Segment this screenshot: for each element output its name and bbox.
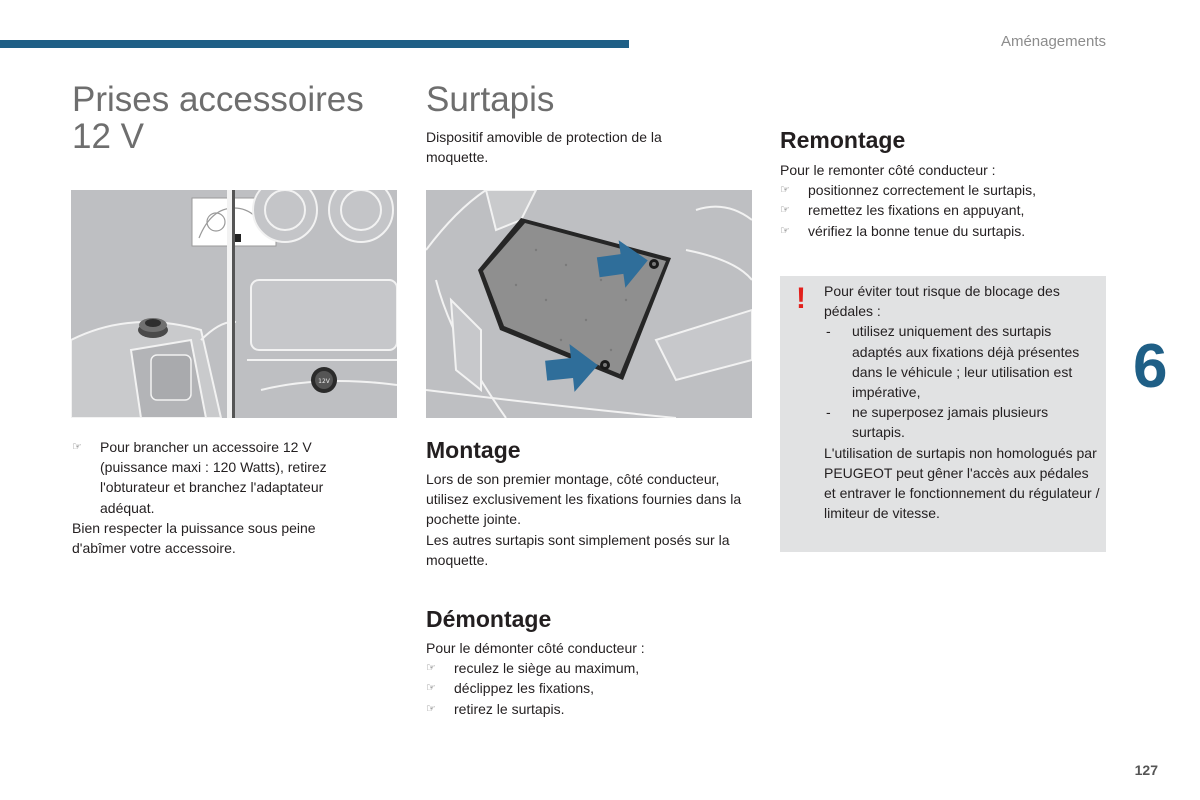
demontage-bullet-1 [426, 658, 756, 678]
socket-illustration [71, 190, 397, 418]
warning-exclamation-icon: ! [796, 282, 806, 315]
remontage-bullet-text: remettez les fixations en appuyant, [808, 202, 1025, 219]
prises-bullet-text: Pour brancher un accessoire 12 V (puissance maxi : 120 Watts), retirez l'obturateur et branchez l'adaptateur adéquat. [100, 439, 327, 516]
floor-mat-drawing [426, 190, 752, 418]
remontage-bullet-2 [780, 200, 1110, 220]
chapter-number: 6 [1133, 332, 1168, 401]
montage-text [426, 469, 756, 570]
prises-title-line2: 12 V [72, 117, 144, 156]
pointing-hand-icon: ☞ [780, 204, 790, 217]
pointing-hand-icon: ☞ [780, 184, 790, 197]
prises-text [72, 437, 362, 558]
pointing-hand-icon: ☞ [426, 662, 436, 675]
prises-note: Bien respecter la puissance sous peine d'abîmer votre accessoire. [72, 519, 316, 557]
warning-outro: L'utilisation de surtapis non homologués par PEUGEOT peut gêner l'accès aux pédales et entraver le fonctionnement du régulateur / limiteur de vitesse. [824, 444, 1100, 522]
montage-heading: Montage [426, 437, 521, 463]
pointing-hand-icon: ☞ [72, 441, 82, 453]
remontage-bullet-3 [780, 221, 1110, 241]
page-number: 127 [1134, 762, 1158, 778]
remontage-bullet-text: positionnez correctement le surtapis, [808, 182, 1036, 199]
pointing-hand-icon: ☞ [780, 224, 790, 237]
warning-item-text: ne superposez jamais plusieurs surtapis. [852, 404, 1049, 441]
surtapis-intro: Dispositif amovible de protection de la moquette. [426, 129, 662, 166]
section-label: Aménagements [1000, 33, 1106, 50]
dash-marker: - [826, 404, 831, 421]
demontage-bullet-text: retirez le surtapis. [454, 700, 565, 717]
demontage-bullet-text: déclippez les fixations, [454, 680, 595, 697]
remontage-bullet-1 [780, 180, 1110, 200]
pointing-hand-icon: ☞ [426, 702, 436, 715]
prises-title [72, 81, 402, 155]
header-rule [0, 40, 629, 48]
prises-bullet [72, 437, 362, 518]
remontage-intro: Pour le remonter côté conducteur : [780, 162, 996, 178]
warning-panel [780, 276, 1106, 552]
demontage-bullet-3 [426, 699, 756, 719]
demontage-intro: Pour le démonter côté conducteur : [426, 640, 645, 656]
prises-title-line1: Prises accessoires [72, 80, 364, 119]
warning-item-1 [824, 321, 1100, 402]
demontage-bullet-2 [426, 678, 756, 698]
socket-drawing [71, 190, 397, 418]
remontage-bullet-text: vérifiez la bonne tenue du surtapis. [808, 222, 1026, 239]
montage-text-1: Lors de son premier montage, côté conducteur, utilisez exclusivement les fixations fournies dans la pochette jointe. [426, 471, 742, 528]
warning-item-text: utilisez uniquement des surtapis adaptés aux fixations déjà présentes dans le véhicule ; leur utilisation est impérative, [852, 323, 1080, 401]
pointing-hand-icon: ☞ [426, 682, 436, 695]
remontage-heading: Remontage [780, 127, 906, 153]
demontage-bullet-text: reculez le siège au maximum, [454, 660, 640, 677]
floor-mat-illustration [426, 190, 752, 418]
remontage-text [780, 160, 1110, 241]
warning-content [824, 281, 1100, 523]
warning-item-2 [824, 402, 1100, 442]
warning-intro: Pour éviter tout risque de blocage des pédales : [824, 283, 1060, 320]
montage-text-2: Les autres surtapis sont simplement posés sur la moquette. [426, 531, 730, 568]
demontage-text [426, 638, 756, 719]
surtapis-title: Surtapis [426, 80, 555, 119]
dash-marker: - [826, 323, 831, 340]
demontage-heading: Démontage [426, 606, 552, 632]
socket-12v-label: 12V [318, 378, 330, 385]
